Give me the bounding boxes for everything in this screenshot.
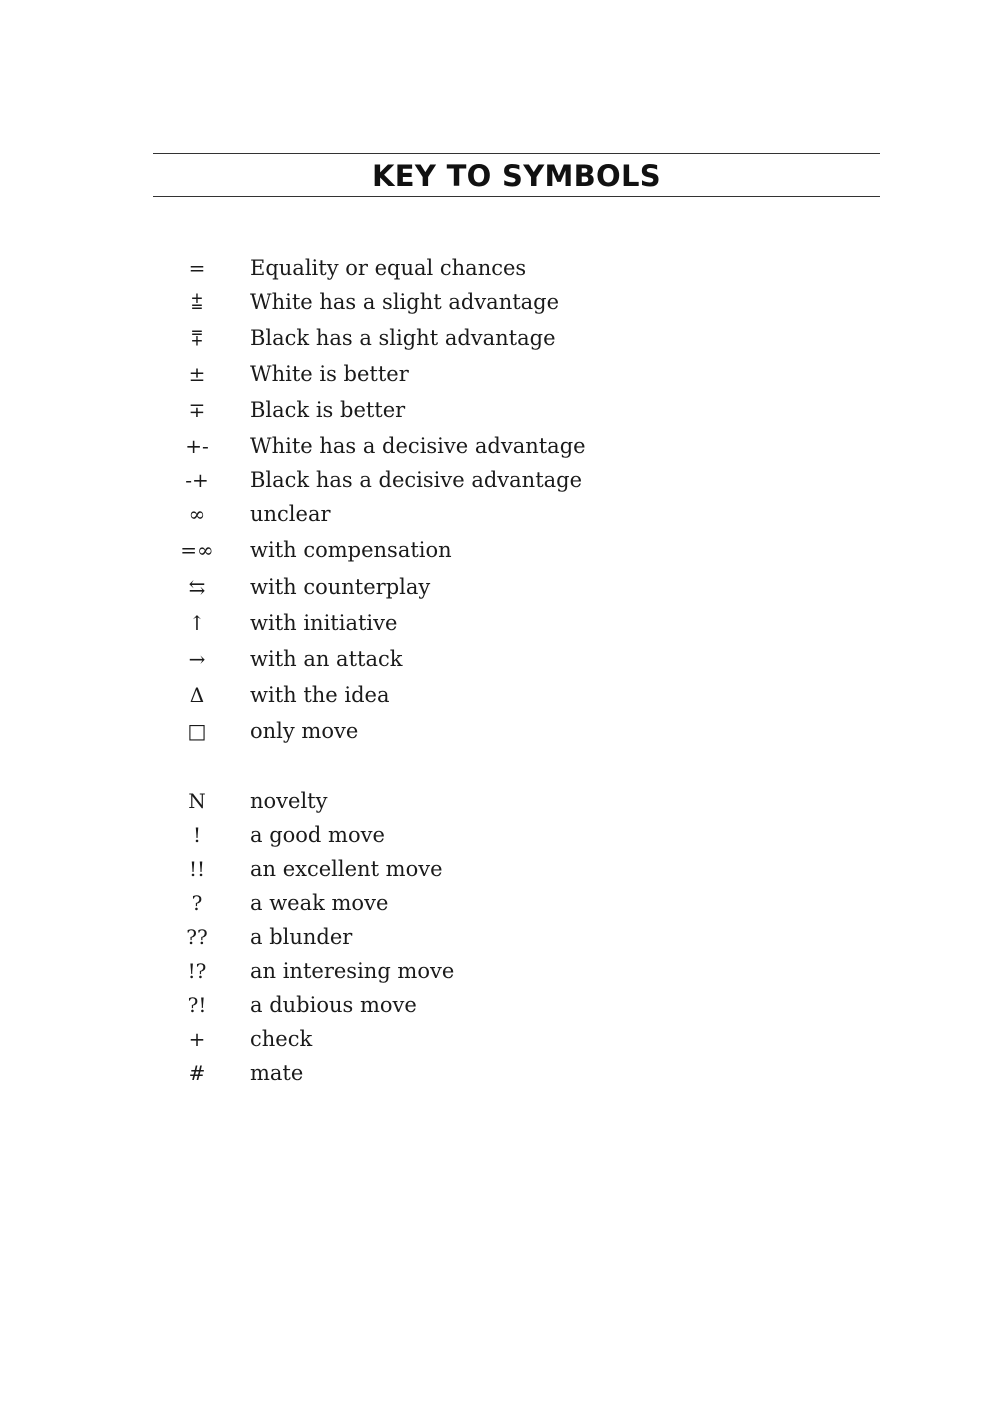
legend-row <box>0 253 1000 283</box>
legend-row <box>0 820 1000 850</box>
legend-row <box>0 359 1000 389</box>
legend-meaning: White has a decisive advantage <box>250 434 586 458</box>
legend-row <box>0 323 1000 353</box>
legend-symbol: # <box>188 1061 206 1085</box>
legend-meaning: with initiative <box>250 611 398 635</box>
legend-symbol: ?? <box>186 925 208 949</box>
legend-row <box>0 716 1000 746</box>
legend-row <box>0 956 1000 986</box>
legend-meaning: with compensation <box>250 538 452 562</box>
legend-symbol: ⇆ <box>188 575 206 599</box>
legend-meaning: Black is better <box>250 398 406 422</box>
legend-meaning: a good move <box>250 823 385 847</box>
legend-row <box>0 990 1000 1020</box>
legend-meaning: White is better <box>250 362 409 386</box>
legend-symbol: N <box>188 789 206 813</box>
legend-meaning: check <box>250 1027 313 1051</box>
legend-row <box>0 465 1000 495</box>
legend-symbol: → <box>188 647 206 671</box>
legend-meaning: an interesing move <box>250 959 455 983</box>
legend-meaning: with the idea <box>250 683 390 707</box>
legend-symbol: ± <box>188 362 206 386</box>
legend-meaning: mate <box>250 1061 304 1085</box>
title-block <box>153 153 880 197</box>
legend-row <box>0 431 1000 461</box>
legend-symbol: + <box>188 1027 206 1051</box>
page-title: KEY TO SYMBOLS <box>372 158 661 193</box>
legend-symbol: +- <box>185 434 209 458</box>
legend-symbol: □ <box>187 719 207 743</box>
legend-symbol: ? <box>191 891 203 915</box>
legend-meaning: Black has a decisive advantage <box>250 468 583 492</box>
legend-row <box>0 608 1000 638</box>
legend-symbol: Δ <box>189 683 205 707</box>
legend-symbol: ⩱ <box>191 326 203 350</box>
legend-symbol: =∞ <box>180 538 214 562</box>
legend-meaning: with an attack <box>250 647 403 671</box>
legend-meaning: a dubious move <box>250 993 417 1017</box>
legend-row <box>0 1058 1000 1088</box>
legend-symbol: ⩲ <box>191 290 203 314</box>
legend-row <box>0 535 1000 565</box>
legend-meaning: White has a slight advantage <box>250 290 560 314</box>
legend-meaning: a blunder <box>250 925 353 949</box>
legend-row <box>0 786 1000 816</box>
legend-symbol: -+ <box>185 468 209 492</box>
legend-row <box>0 1024 1000 1054</box>
legend-row <box>0 572 1000 602</box>
legend-symbol: ∓ <box>188 398 206 422</box>
legend-row <box>0 644 1000 674</box>
legend-row <box>0 680 1000 710</box>
legend-symbol: = <box>188 256 206 280</box>
legend-meaning: novelty <box>250 789 328 813</box>
legend-meaning: unclear <box>250 502 331 526</box>
legend-symbol: ?! <box>187 993 207 1017</box>
legend-meaning: only move <box>250 719 359 743</box>
legend-row <box>0 499 1000 529</box>
legend-meaning: an excellent move <box>250 857 443 881</box>
legend-meaning: Black has a slight advantage <box>250 326 556 350</box>
legend-symbol: ! <box>192 823 202 847</box>
legend-row <box>0 922 1000 952</box>
legend-row <box>0 854 1000 884</box>
legend-symbol: !! <box>188 857 206 881</box>
legend-symbol: ∞ <box>188 502 206 526</box>
legend-symbol: !? <box>187 959 207 983</box>
legend-row <box>0 287 1000 317</box>
legend-symbol: ↑ <box>188 611 206 635</box>
legend-row <box>0 395 1000 425</box>
legend-meaning: with counterplay <box>250 575 431 599</box>
legend-row <box>0 888 1000 918</box>
legend-meaning: a weak move <box>250 891 389 915</box>
legend-meaning: Equality or equal chances <box>250 256 527 280</box>
